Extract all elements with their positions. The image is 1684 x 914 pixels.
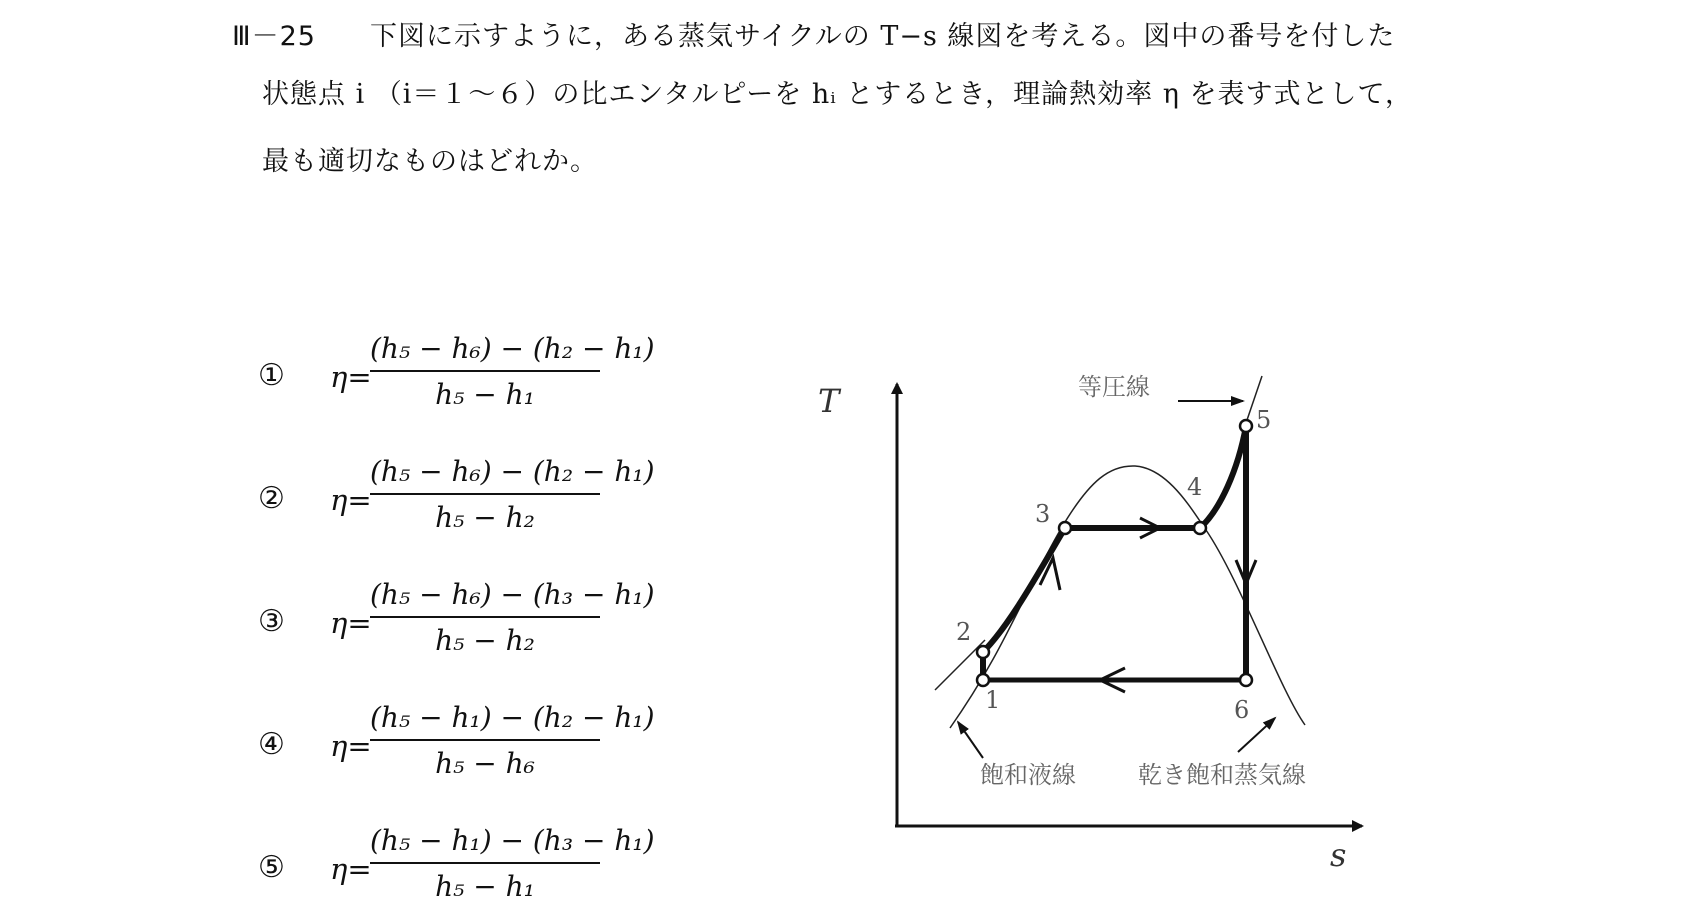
question-text-line-1: 下図に示すように，ある蒸気サイクルの T−s 線図を考える。図中の番号を付した [370, 21, 1396, 52]
point-label-1: 1 [985, 686, 1001, 714]
denominator: h₅ − h₂ [435, 501, 535, 534]
numerator: (h₅ − h₆) − (h₂ − h₁) [370, 330, 600, 372]
question-number: Ⅲ－25 [232, 21, 316, 52]
eta-symbol: η= [330, 852, 372, 886]
choice-number: ① [258, 358, 285, 393]
sat-liquid-pointer [958, 722, 983, 758]
question-text-line-2: 状態点 i （i＝１～６）の比エンタルピーを hᵢ とするとき，理論熱効率 η を表す式として， [262, 79, 1413, 110]
state-point-1 [977, 674, 989, 686]
eta-symbol: η= [330, 606, 372, 640]
t-axis-label: T [818, 382, 840, 420]
numerator: (h₅ − h₁) − (h₂ − h₁) [370, 699, 600, 741]
saturation-dome [950, 466, 1305, 728]
sat-liquid-label: 飽和液線 [980, 761, 1076, 789]
denominator: h₅ − h₂ [435, 624, 535, 657]
sat-vapor-label: 乾き飽和蒸気線 [1138, 761, 1306, 789]
eta-symbol: η= [330, 360, 372, 394]
state-point-6 [1240, 674, 1252, 686]
denominator: h₅ − h₆ [435, 747, 535, 780]
isobar-label: 等圧線 [1078, 373, 1150, 401]
numerator: (h₅ − h₆) − (h₃ − h₁) [370, 576, 600, 618]
numerator: (h₅ − h₁) − (h₃ − h₁) [370, 822, 600, 864]
point-label-4: 4 [1187, 473, 1203, 501]
numerator: (h₅ − h₆) − (h₂ − h₁) [370, 453, 600, 495]
state-point-4 [1194, 522, 1206, 534]
denominator: h₅ − h₁ [435, 870, 535, 903]
question-text-line-3: 最も適切なものはどれか。 [262, 146, 598, 177]
point-label-3: 3 [1035, 500, 1051, 528]
choice-number: ④ [258, 727, 285, 762]
denominator: h₅ − h₁ [435, 378, 535, 411]
choice-number: ③ [258, 604, 285, 639]
state-point-3 [1059, 522, 1071, 534]
choice-number: ⑤ [258, 850, 285, 885]
choice-number: ② [258, 481, 285, 516]
state-point-5 [1240, 420, 1252, 432]
s-axis-label: s [1330, 836, 1347, 874]
cycle-heating-liquid [983, 528, 1065, 652]
point-label-6: 6 [1234, 696, 1250, 724]
cycle-superheat [1200, 426, 1246, 528]
eta-symbol: η= [330, 483, 372, 517]
state-point-2 [977, 646, 989, 658]
eta-symbol: η= [330, 729, 372, 763]
point-label-5: 5 [1256, 406, 1272, 434]
point-label-2: 2 [956, 618, 972, 646]
